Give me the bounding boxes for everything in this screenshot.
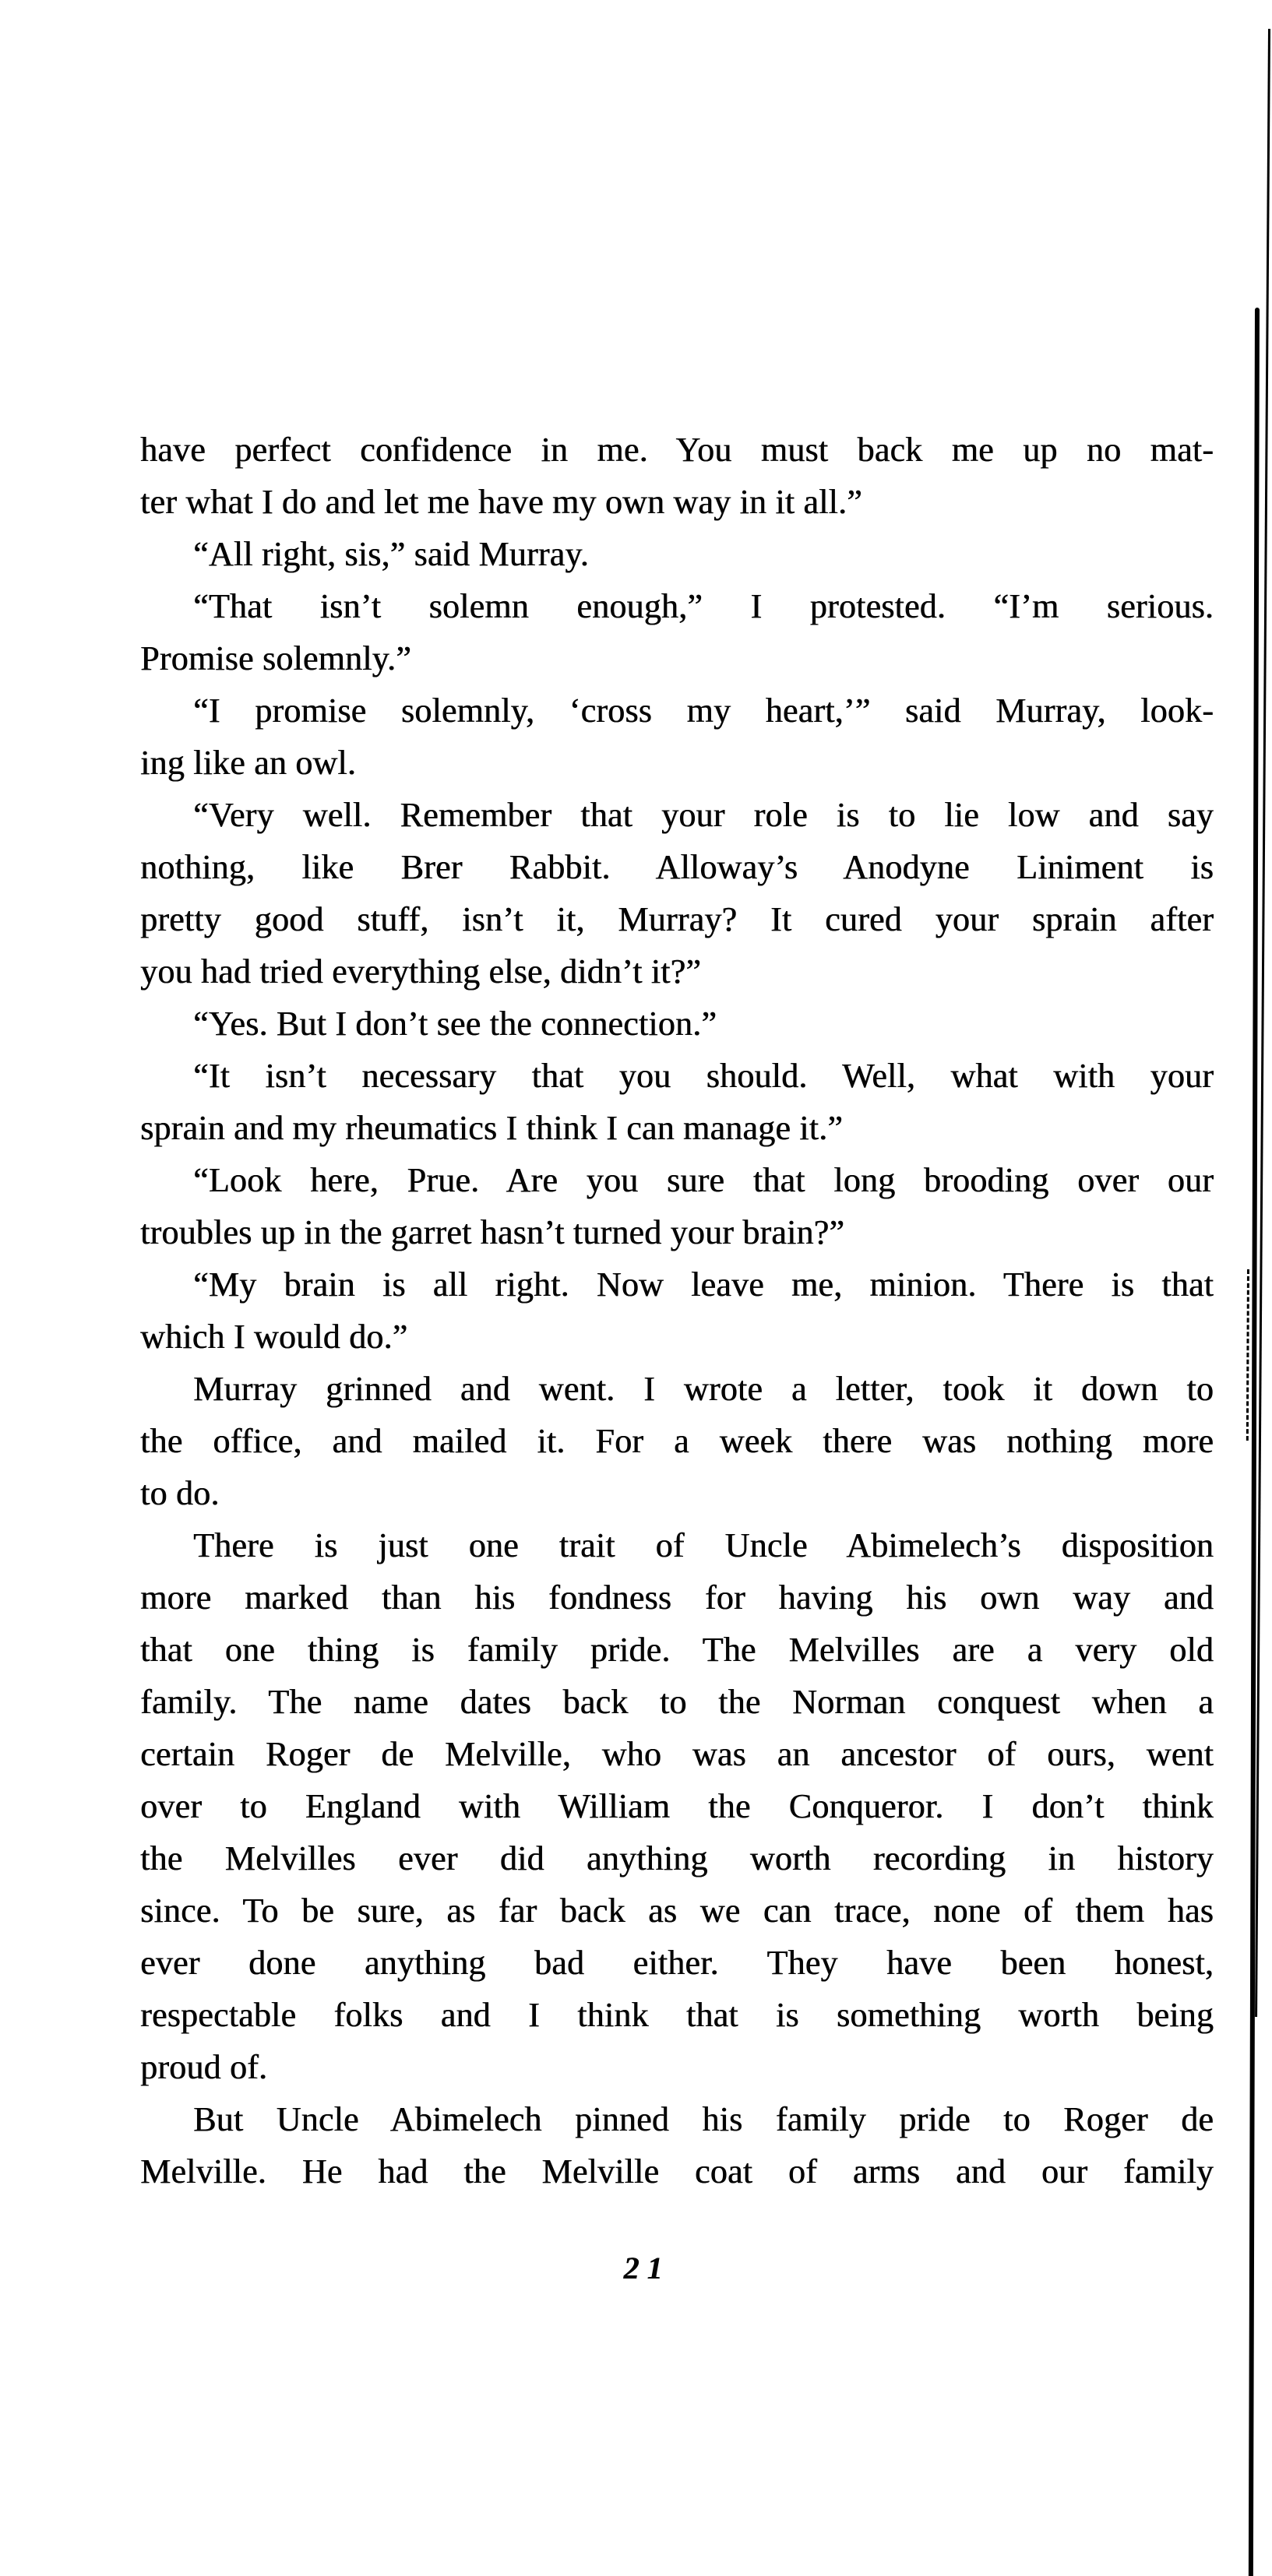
text-line: “My brain is all right. Now leave me, minion. There is that (193, 1265, 1214, 1304)
text-line: “I promise solemnly, ‘cross my heart,’” said Murray, look- (193, 692, 1214, 730)
text-line: pretty good stuff, isn’t it, Murray? It cured your sprain after (140, 900, 1214, 938)
text-line: to do. (140, 1474, 220, 1512)
text-line: proud of. (140, 2048, 268, 2086)
text-line: “Look here, Prue. Are you sure that long brooding over our (193, 1161, 1214, 1199)
text-line: the office, and mailed it. For a week there was nothing more (140, 1422, 1214, 1460)
text-line: have perfect confidence in me. You must back me up no mat- (140, 431, 1214, 469)
text-line: “All right, sis,” said Murray. (193, 535, 589, 573)
text-line: “Very well. Remember that your role is to lie low and say (193, 796, 1214, 834)
text-line: over to England with William the Conqueror. I don’t think (140, 1787, 1214, 1825)
text-line: Promise solemnly.” (140, 639, 411, 677)
text-line: respectable folks and I think that is something worth being (140, 1996, 1214, 2034)
text-line: “It isn’t necessary that you should. Well, what with your (193, 1057, 1214, 1095)
text-line: certain Roger de Melville, who was an ancestor of ours, went (140, 1735, 1214, 1773)
text-line: Melville. He had the Melville coat of arms and our family (140, 2152, 1214, 2191)
text-line: which I would do.” (140, 1318, 408, 1356)
text-line: ever done anything bad either. They have been honest, (140, 1944, 1214, 1982)
text-line: “That isn’t solemn enough,” I protested. “I’m serious. (193, 587, 1214, 625)
text-line: family. The name dates back to the Norman conquest when a (140, 1683, 1214, 1721)
text-line: “Yes. But I don’t see the connection.” (193, 1005, 717, 1043)
scan-edge-dashed-line (1246, 1269, 1249, 1441)
text-line: But Uncle Abimelech pinned his family pride to Roger de (193, 2100, 1214, 2138)
text-line: ing like an owl. (140, 744, 356, 782)
text-line: nothing, like Brer Rabbit. Alloway’s Anodyne Liniment is (140, 848, 1214, 886)
text-line: you had tried everything else, didn’t it?” (140, 952, 701, 991)
body-text (140, 424, 1214, 2198)
text-line: that one thing is family pride. The Melvilles are a very old (140, 1631, 1214, 1669)
text-line: troubles up in the garret hasn’t turned your brain?” (140, 1213, 844, 1251)
text-line: There is just one trait of Uncle Abimelech’s disposition (193, 1526, 1214, 1564)
text-line: the Melvilles ever did anything worth recording in history (140, 1839, 1214, 1877)
scan-edge-line-inner (1249, 308, 1260, 2576)
text-line: sprain and my rheumatics I think I can manage it.” (140, 1109, 843, 1147)
text-line: ter what I do and let me have my own way in it all.” (140, 483, 862, 521)
page-number: 21 (623, 2250, 671, 2286)
text-line: more marked than his fondness for having his own way and (140, 1578, 1214, 1617)
text-line: since. To be sure, as far back as we can trace, none of them has (140, 1892, 1214, 1930)
text-line: Murray grinned and went. I wrote a letter, took it down to (193, 1370, 1214, 1408)
